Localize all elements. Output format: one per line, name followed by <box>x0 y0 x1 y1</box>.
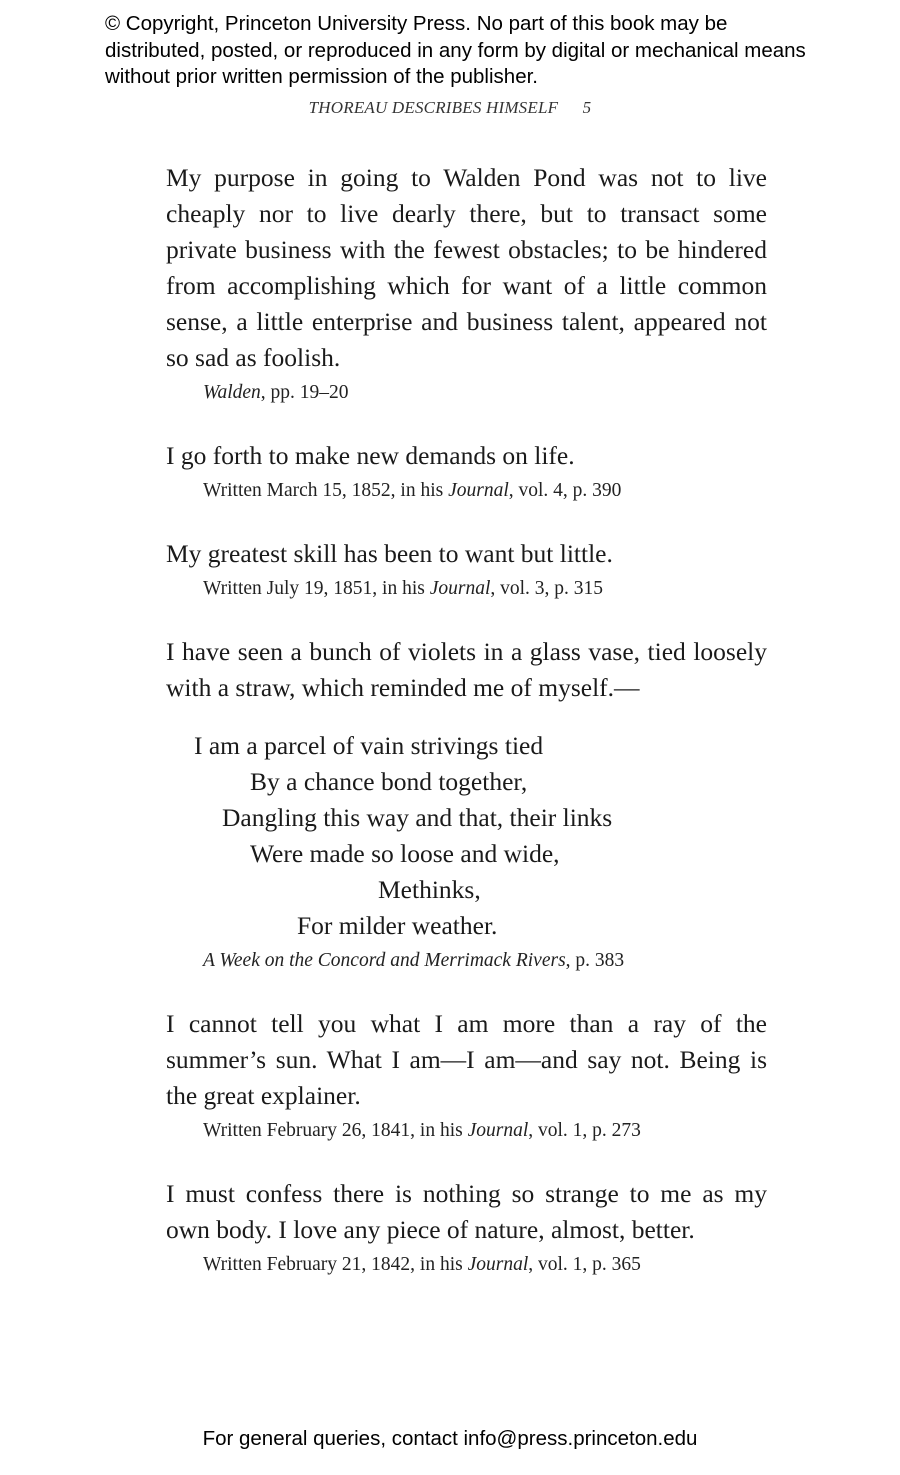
source-work-title: Walden <box>203 382 261 403</box>
quote-text: I go forth to make new demands on life. <box>166 441 575 470</box>
source-work-title: Journal <box>467 1254 529 1275</box>
quote-text: My purpose in going to Walden Pond was not to live cheaply nor to live dearly there, but to transact some private business with the fewest obstacles; to be hindered from accomplishing which for want of a little common sense, a little enterprise and business talent, appeared not so sad as foolish. <box>166 163 767 372</box>
poem-line: Were made so loose and wide, <box>250 839 560 868</box>
page-body <box>166 160 767 1310</box>
quote-text: My greatest skill has been to want but little. <box>166 539 613 568</box>
quote-text: I have seen a bunch of violets in a glass vase, tied loosely with a straw, which reminded me of myself.— <box>166 637 767 702</box>
source-work-title: A Week on the Concord and Merrimack Rivers <box>203 950 566 971</box>
source-detail: , vol. 4, p. 390 <box>508 480 622 501</box>
poem-line: I am a parcel of vain strivings tied <box>194 731 544 760</box>
page-number: 5 <box>582 98 592 117</box>
source-prefix: Written March 15, 1852, in his <box>203 480 449 501</box>
source-detail: , p. 383 <box>565 950 625 971</box>
quote-entry-4 <box>166 634 767 974</box>
quote-source <box>203 478 767 504</box>
quote-source <box>203 576 767 602</box>
source-prefix: Written February 26, 1841, in his <box>203 1120 468 1141</box>
poem-line: Dangling this way and that, their links <box>222 803 613 832</box>
quote-entry-2 <box>166 438 767 504</box>
running-head-title: THOREAU DESCRIBES HIMSELF <box>308 98 559 117</box>
running-head <box>0 98 900 118</box>
quote-source <box>203 948 767 974</box>
source-detail: , vol. 1, p. 365 <box>528 1254 641 1275</box>
source-work-title: Journal <box>467 1120 529 1141</box>
quote-source <box>203 1118 767 1144</box>
copyright-notice: © Copyright, Princeton University Press. No part of this book may be distributed, posted, or reproduced in any form by digital or mechanical means without prior written permission of the publisher. <box>105 12 806 88</box>
quote-text: I must confess there is nothing so strange to me as my own body. I love any piece of nature, almost, better. <box>166 1179 767 1244</box>
poem-line: By a chance bond together, <box>250 767 528 796</box>
source-detail: , vol. 1, p. 273 <box>528 1120 641 1141</box>
source-detail: , pp. 19–20 <box>260 382 349 403</box>
quote-source <box>203 380 767 406</box>
poem-line: Methinks, <box>378 875 481 904</box>
quote-entry-3 <box>166 536 767 602</box>
quote-entry-1 <box>166 160 767 406</box>
quote-entry-5 <box>166 1006 767 1144</box>
footer-contact: For general queries, contact info@press.princeton.edu <box>202 1427 698 1450</box>
source-work-title: Journal <box>448 480 509 501</box>
source-prefix: Written February 21, 1842, in his <box>203 1254 468 1275</box>
source-detail: , vol. 3, p. 315 <box>490 578 604 599</box>
poem <box>166 728 767 944</box>
quote-entry-6 <box>166 1176 767 1278</box>
quote-text: I cannot tell you what I am more than a ray of the summer’s sun. What I am—I am—and say not. Being is the great explainer. <box>166 1009 767 1110</box>
quote-source <box>203 1252 767 1278</box>
source-work-title: Journal <box>429 578 491 599</box>
poem-line: For milder weather. <box>297 911 498 940</box>
source-prefix: Written July 19, 1851, in his <box>203 578 430 599</box>
